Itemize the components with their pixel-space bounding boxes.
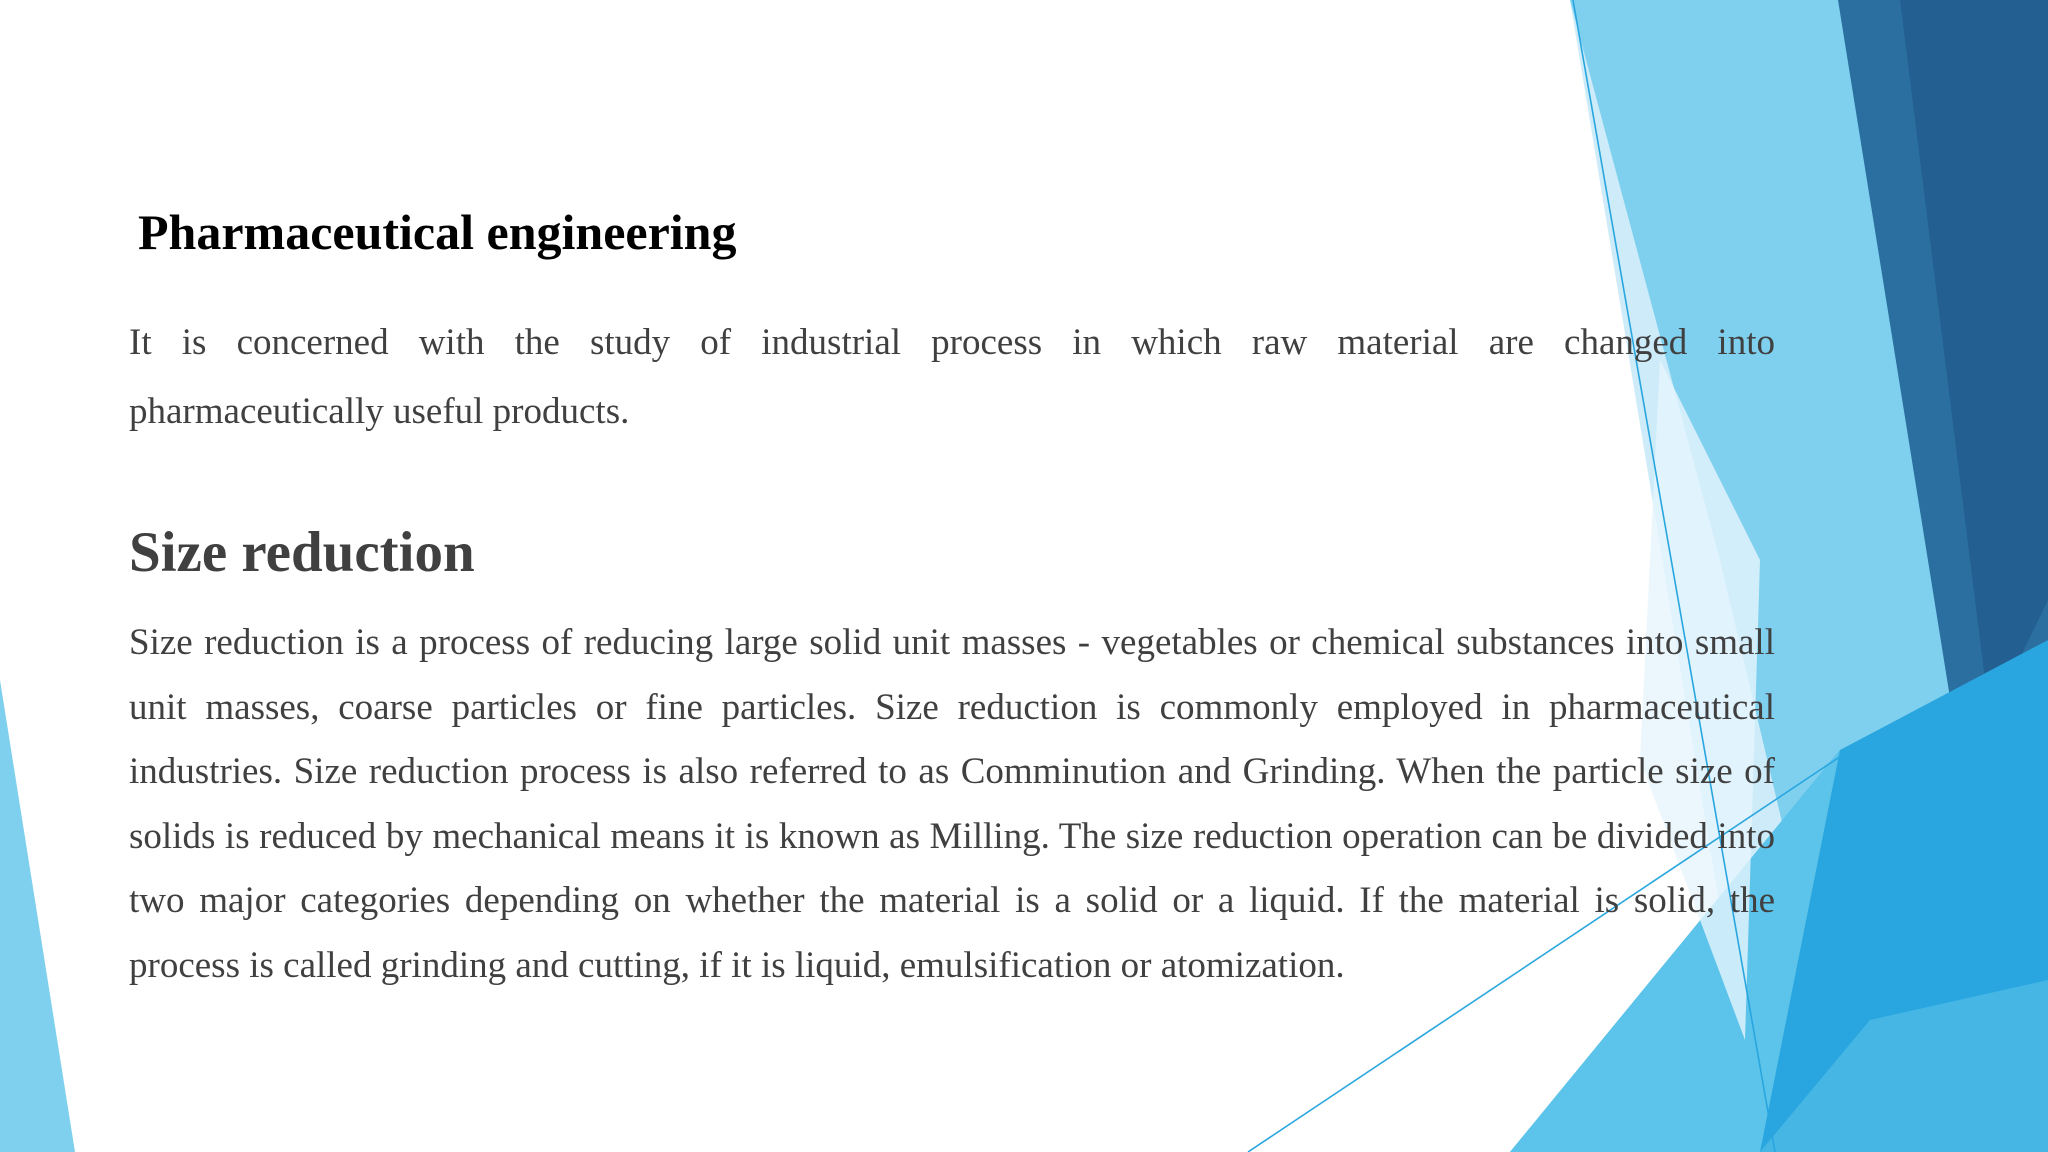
intro-line-2: pharmaceutically useful products. — [129, 391, 630, 432]
heading-pharmaceutical-engineering: Pharmaceutical engineering — [138, 204, 737, 260]
intro-paragraph — [129, 308, 1775, 446]
size-reduction-paragraph: Size reduction is a process of reducing large solid unit masses - vegetables or chemical substances into small unit masses, coarse particles or fine particles. Size reduction is commonly employed in pharmaceutical industries. Size reduction process is also referred to as Comminution and Grinding. When the particle size of solids is reduced by mechanical means it is known as Milling. The size reduction operation can be divided into two major categories depending on whether the material is a solid or a liquid. If the material is solid, the process is called grinding and cutting, if it is liquid, emulsification or atomization. — [129, 622, 1775, 986]
intro-line-1: It is concerned with the study of industrial process in which raw material are changed into — [129, 322, 1775, 363]
left-edge-shape — [0, 680, 75, 1152]
heading-size-reduction: Size reduction — [129, 521, 475, 584]
